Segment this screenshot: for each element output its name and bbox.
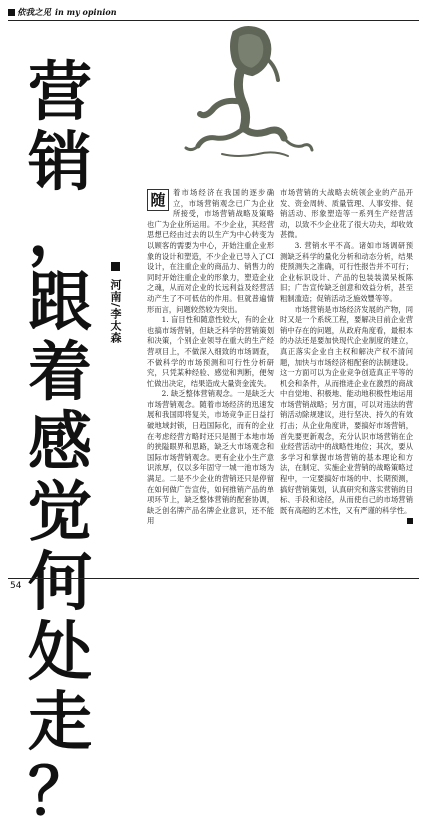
article-paragraph: 2. 缺乏整体营销观念。一是缺乏大市场营销观念。随着市场经济的迅速发展和我国即将复关，市场竞争正日益打破地域封锁，日趋国际化，而有的企业在考虑经营方略时还只是囿于本地市场的狭隘眼界和思路，缺乏大市场观念和国际市场营销观念。更有企业小生产意识浓厚，仅以多年固守一城一池市场为满足。二是不少企业的营销还只是停留在如何做广告宣传，如何推销产品的单项环节上，缺乏整体营销的配套协调，缺乏创名牌产品名牌企业意识，还不能用	[147, 389, 274, 526]
title-char: 处	[28, 615, 92, 690]
article-paragraph: 1. 盲目性和随意性较大，有的企业也搞市场营销，但缺乏科学的营销策划和决策，个别企业领导在重大的生产经营项目上，不做深入细致的市场调查，不做科学的市场预测和可行性分析研究，只凭某种经验、感觉和判断，便匆忙做出决定，结果造成大量资金流失。	[147, 315, 274, 388]
article-column-left	[147, 188, 274, 527]
title-char: 着	[28, 335, 92, 410]
title-char: 走	[28, 685, 92, 760]
title-char: 何	[28, 545, 92, 620]
section-header	[8, 5, 117, 19]
byline-square-icon	[111, 262, 120, 271]
header-square-icon	[8, 9, 15, 16]
title-char: ，	[28, 195, 92, 270]
title-char: 销	[28, 125, 92, 200]
header-rule	[8, 20, 419, 21]
title-char: 营	[28, 55, 92, 130]
footer-rule	[8, 578, 419, 579]
title-char: ？	[28, 755, 92, 830]
article-paragraph: 3. 营销水平不高。诸如市场调研预测缺乏科学的量化分析和动态分析，结果使预测失之准确，可行性报告并不可行；企业标识设计、产品的包装装潢呆板陈旧；广告宣传缺乏创意和效益分析，甚至粗制滥造；促销活动乏施效豐等等。	[280, 240, 413, 303]
author-byline	[105, 262, 123, 344]
paragraph-text: 着市场经济在我国的逐步确立，市场营销观念已广为企业所接受，市场营销战略及策略也广为企业所运用。不少企业，其经营思想已经由过去的以生产为中心转变为以顾客的需要为中心，开始注重企业形象的设计和塑造，不少企业已导入了CI设计，在注重企业的商品力、销售力的同时开始注重企业的形象力，塑造企业之魂，从而对企业的长远利益及经营活动产生了不可低估的作用。但就普遍情形而言，问题较然较为突出。	[147, 188, 274, 314]
title-char: 跟	[28, 265, 92, 340]
article-title	[22, 55, 98, 830]
title-char: 觉	[28, 475, 92, 550]
page-number: 54	[10, 581, 22, 591]
author-name: 河南/李太森	[109, 278, 122, 344]
drop-cap: 随	[147, 189, 169, 211]
ornament-illustration-icon	[178, 22, 318, 162]
section-name: 依我之见	[17, 8, 52, 18]
end-mark-icon	[407, 518, 413, 524]
article-column-right	[280, 188, 413, 527]
article-paragraph: 市场营销的大战略去统领企业的产品开发、资金周转、质量管理、人事安排、促销活动、形象塑造等一系列生产经营活动，以致不少企业花了很大功夫，却收效甚微。	[280, 188, 413, 240]
article-paragraph: 市场营销是市场经济发展的产物，同时又是一个系统工程，要解决目前企业营销中存在的问题，从政府角度看，最根本的办法还是要加快现代企业制度的建立，真正落实企业自主权和解决产权不清问题，加快与市场经济相配套的法制建设。这一方面可以为企业竞争创造真正平等的机会和条件，从而推进企业在激烈的商战中自觉地、积极地、能动地积极性地运用市场营销战略；另方面，可以对违法的营销活动除规建议，进行坚决、持久的有效打击；从企业角度讲，要搞好市场营销，首先要更新观念，充分认识市场营销在企业经营活动中的战略性地位；其次，要从多学习和掌握市场营销的基本理论和方法，在制定、实施企业营销的战略策略过程中，一定要搞好市场的中、长期预测，搞好营销策划，认真研究和落实营销的目标、手段和途径，从而使自己的市场营销既有高超的艺术性，又有严谨的科学性。	[280, 304, 413, 515]
section-name-en: in my opinion	[55, 7, 117, 17]
title-char: 感	[28, 405, 92, 480]
article-end	[280, 516, 413, 527]
article-paragraph	[147, 188, 274, 315]
